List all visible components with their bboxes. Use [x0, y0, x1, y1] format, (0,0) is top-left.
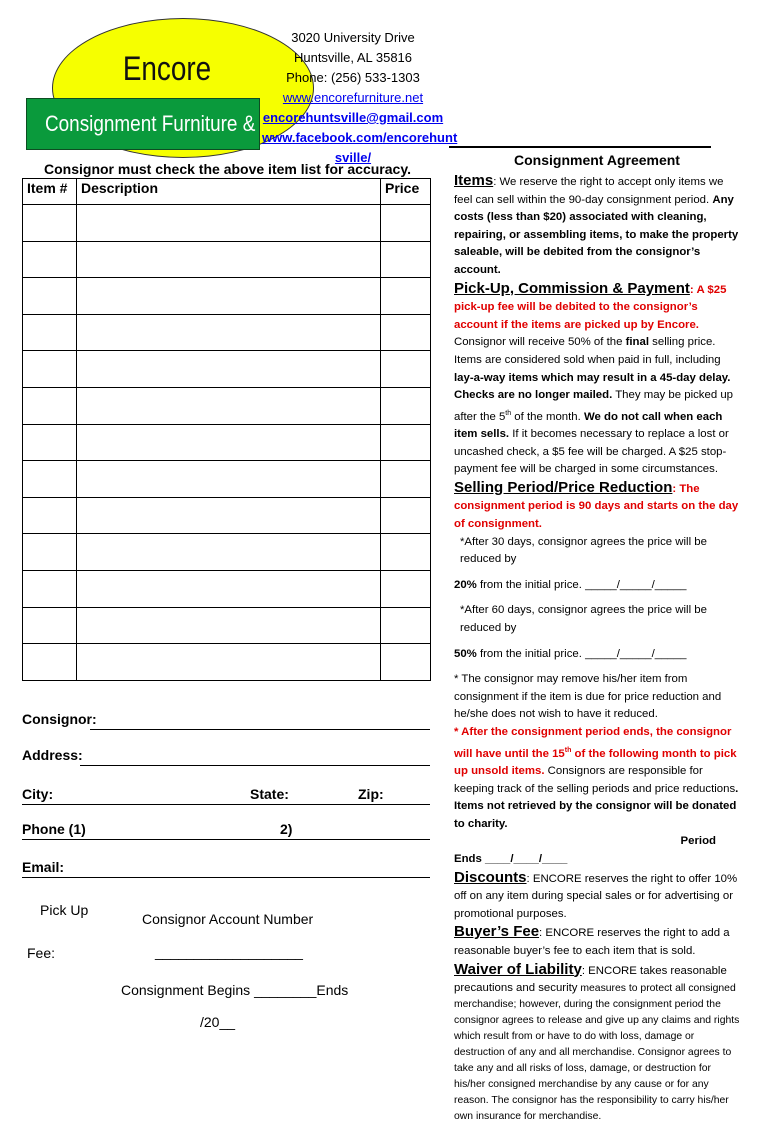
after-period-section	[454, 724, 740, 833]
item-number-cell[interactable]	[23, 644, 77, 681]
agreement-title: Consignment Agreement	[514, 152, 680, 168]
description-cell[interactable]	[77, 278, 381, 315]
price-cell[interactable]	[381, 387, 431, 424]
reduction-50-line: from the initial price. _____/_____/_____	[476, 647, 687, 660]
table-row	[23, 534, 431, 571]
agreement-top-rule	[449, 146, 711, 148]
table-row	[23, 570, 431, 607]
table-row	[23, 278, 431, 315]
pay-2: selling price. Items are considered sold when paid in full, including	[454, 336, 721, 366]
table-row	[23, 241, 431, 278]
price-cell[interactable]	[381, 607, 431, 644]
description-cell[interactable]	[77, 241, 381, 278]
price-cell[interactable]	[381, 241, 431, 278]
remove-text: * The consignor may remove his/her item from consignment if the item is due for price reduction and he/she does not wish to have it reduced.	[454, 673, 722, 721]
pickup-fee-text: : A $25 pick-up fee will be debited to the consignor’s account if the items are picked up by Encore.	[454, 283, 727, 331]
period-label: Period	[680, 835, 716, 848]
consignor-label: Consignor:	[22, 711, 97, 727]
price-cell[interactable]	[381, 205, 431, 242]
address-line[interactable]	[80, 765, 430, 766]
phone2-label: 2)	[280, 821, 293, 837]
consignment-dates-overflow: /20__	[200, 1014, 236, 1030]
pay-5: If it becomes necessary to replace a lost or uncashed check, a $5 fee will be charged. A $25 stop-payment fee will be charged in some circumstances.	[454, 428, 729, 476]
zip-label: Zip:	[358, 786, 384, 802]
description-cell[interactable]	[77, 314, 381, 351]
price-cell[interactable]	[381, 570, 431, 607]
item-number-cell[interactable]	[23, 570, 77, 607]
price-cell[interactable]	[381, 314, 431, 351]
description-cell[interactable]	[77, 205, 381, 242]
period-ends: Ends ____/____/____	[454, 852, 568, 865]
description-cell[interactable]	[77, 497, 381, 534]
logo-name: Encore	[122, 50, 212, 88]
item-number-cell[interactable]	[23, 387, 77, 424]
waiver-heading: Waiver of Liability	[454, 960, 582, 978]
phone-line[interactable]	[22, 839, 430, 840]
buyers-fee-text: : ENCORE reserves the right to add a reasonable buyer’s fee to each item that is sold.	[454, 927, 730, 957]
consignor-line[interactable]	[90, 729, 430, 730]
item-number-cell[interactable]	[23, 497, 77, 534]
discounts-section	[454, 869, 740, 924]
price-cell[interactable]	[381, 351, 431, 388]
item-number-cell[interactable]	[23, 205, 77, 242]
table-row	[23, 205, 431, 242]
payment-text	[454, 334, 740, 479]
description-cell[interactable]	[77, 607, 381, 644]
pay-4: of the month.	[511, 410, 584, 423]
waiver-text-2: precautions and security	[454, 982, 578, 995]
item-number-cell[interactable]	[23, 461, 77, 498]
price-cell[interactable]	[381, 461, 431, 498]
item-number-cell[interactable]	[23, 351, 77, 388]
price-cell[interactable]	[381, 424, 431, 461]
selling-heading: Selling Period/Price Reduction	[454, 478, 673, 496]
price-cell[interactable]	[381, 278, 431, 315]
pay-bold-2: We do not call when each item sells.	[454, 410, 723, 441]
facebook-link[interactable]: www.facebook.com/encorehunt	[262, 130, 458, 145]
description-cell[interactable]	[77, 644, 381, 681]
description-cell[interactable]	[77, 387, 381, 424]
pickup-fee-label: Pick Up	[40, 902, 89, 918]
item-number-cell[interactable]	[23, 241, 77, 278]
pay-1: Consignor will receive 50% of the	[454, 336, 626, 349]
price-cell[interactable]	[381, 534, 431, 571]
selling-section	[454, 479, 740, 534]
items-table-header	[23, 179, 431, 205]
phone1-label: Phone (1)	[22, 821, 86, 837]
pct-50: 50%	[454, 647, 477, 660]
fee-label: Fee:	[27, 945, 56, 961]
buyers-fee-heading: Buyer’s Fee	[454, 923, 540, 941]
city-label: City:	[22, 786, 54, 802]
email-label: Email:	[22, 859, 65, 875]
pickup-heading: Pick-Up, Commission & Payment	[454, 279, 690, 297]
discounts-heading: Discounts	[454, 868, 527, 886]
email-link[interactable]: encorehuntsville@gmail.com	[262, 110, 444, 125]
description-cell[interactable]	[77, 351, 381, 388]
table-row	[23, 497, 431, 534]
address-label: Address:	[22, 747, 83, 763]
table-row	[23, 461, 431, 498]
account-number-line[interactable]: ___________________	[155, 944, 303, 960]
logo-tagline: Consignment Furniture &	[45, 111, 256, 136]
after-red: * After the consignment period ends, the consignor will have until the 15	[454, 726, 732, 760]
item-number-cell[interactable]	[23, 314, 77, 351]
discounts-text: : ENCORE reserves the right to offer 10% off on any item during special sales or for advertising or promotional purposes.	[454, 872, 738, 920]
waiver-section	[454, 961, 740, 981]
pay-sup: th	[505, 409, 512, 417]
address-phone: Phone: (256) 533-1303	[286, 70, 420, 85]
table-row	[23, 424, 431, 461]
items-bold: Any costs (less than $20) associated with cleaning, repairing, or assembling items, to make the property saleable, will be debited from the consignor’s account.	[454, 193, 739, 276]
description-cell[interactable]	[77, 570, 381, 607]
address-street: 3020 University Drive	[291, 30, 415, 45]
reduction-50	[454, 646, 740, 664]
header-item-number: Item #	[23, 179, 77, 205]
agreement-body	[454, 172, 740, 1123]
buyers-fee-section	[454, 923, 740, 960]
table-row	[23, 387, 431, 424]
consignment-dates: Consignment Begins ________Ends	[121, 982, 349, 998]
items-heading: Items	[454, 172, 494, 189]
facebook-link-overflow: sville/	[334, 150, 372, 165]
price-cell[interactable]	[381, 497, 431, 534]
description-cell[interactable]	[77, 461, 381, 498]
logo-tagline-bar	[26, 98, 260, 150]
item-number-cell[interactable]	[23, 534, 77, 571]
items-section	[454, 172, 740, 280]
header-description: Description	[77, 179, 381, 205]
email-line[interactable]	[22, 877, 430, 878]
waiver-text: : ENCORE takes reasonable	[581, 964, 727, 977]
table-row	[23, 314, 431, 351]
pickup-section	[454, 280, 740, 335]
header-price: Price	[381, 179, 431, 205]
pct-20: 20%	[454, 578, 477, 591]
item-number-cell[interactable]	[23, 424, 77, 461]
items-table	[22, 178, 431, 681]
website-link[interactable]: www.encorefurniture.net	[282, 90, 424, 105]
check-list-note: Consignor must check the above item list for accuracy.	[44, 161, 411, 177]
description-cell[interactable]	[77, 424, 381, 461]
after-30-text: *After 30 days, consignor agrees the price will be reduced by	[460, 535, 707, 566]
pay-final: final	[625, 336, 649, 349]
address-city: Huntsville, AL 35816	[293, 50, 413, 65]
state-label: State:	[250, 786, 289, 802]
waiver-body	[454, 980, 740, 1125]
pay-3: They may be picked up after the 5	[454, 389, 733, 423]
table-row	[23, 644, 431, 681]
city-line[interactable]	[22, 804, 430, 805]
reduction-20	[454, 577, 740, 595]
price-cell[interactable]	[381, 644, 431, 681]
item-number-cell[interactable]	[23, 607, 77, 644]
selling-text: : The consignment period is 90 days and starts on the day of consignment.	[454, 482, 739, 531]
after-sup: th	[564, 746, 572, 754]
after-60-text: *After 60 days, consignor agrees the price will be reduced by	[460, 604, 707, 635]
account-number-label: Consignor Account Number	[142, 911, 314, 927]
after-red-2: of the following month to pick up unsold items.	[454, 747, 737, 777]
after-text: Consignors are responsible for keeping track of the selling periods and price reductions	[454, 765, 736, 795]
pay-bold: lay-a-way items which may result in a 45-day delay. Checks are no longer mailed.	[454, 371, 731, 402]
description-cell[interactable]	[77, 534, 381, 571]
after-bold: . Items not retrieved by the consignor will be donated to charity.	[454, 782, 739, 830]
waiver-small: measures to protect all consigned merchandise; however, during the consignment period the consignor agrees to release and give up any claims and rights which result from or have to do with loss, damage or destruction of any and all merchandise. Consignor agrees to take any and all risks of loss, damage, or destruction for his/her consigned merchandise by any cause or for any reason. The consignor has the responsibility to carry his/her own insurance for merchandise.	[454, 983, 740, 1123]
table-row	[23, 607, 431, 644]
table-row	[23, 351, 431, 388]
reduction-20-line: from the initial price. _____/_____/_____	[476, 578, 687, 591]
item-number-cell[interactable]	[23, 278, 77, 315]
store-address	[262, 28, 458, 165]
items-text: : We reserve the right to accept only items we feel can sell within the 90-day consignment period.	[454, 176, 724, 206]
